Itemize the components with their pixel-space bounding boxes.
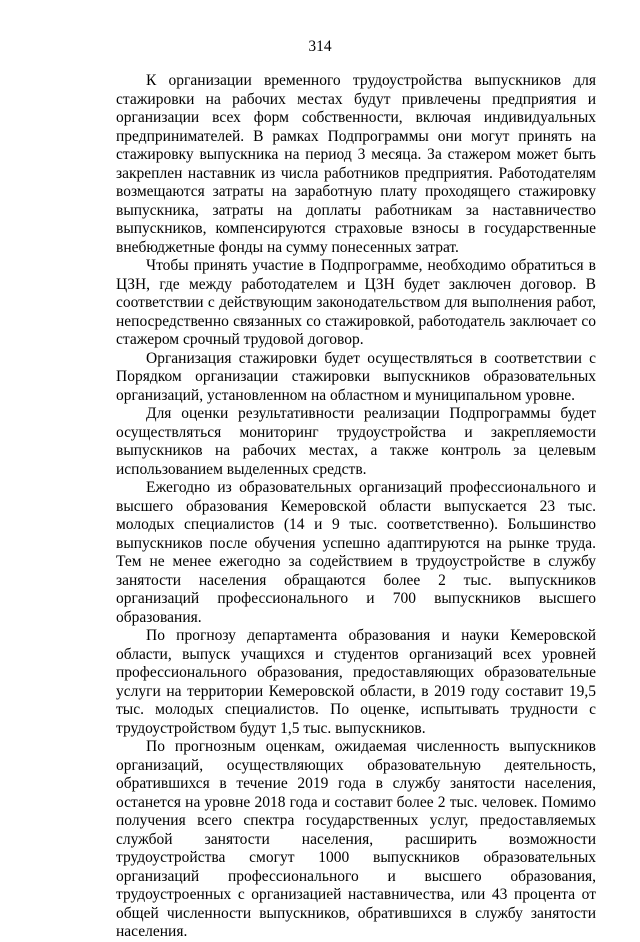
paragraph-graduates-statistics: Ежегодно из образовательных организаций профессионального и высшего образования Кемеровской области выпускается 23 тыс. молодых специалистов (14 и 9 тыс. соответственно). Большинство выпускников после обучения успешно адаптируются на рынке труда. Тем не менее ежегодно за содействием в трудоустройстве в службу занятости населения обращаются более 2 тыс. выпускников организаций профессионального и 700 выпускников высшего образования. (116, 479, 596, 626)
document-body (116, 72, 596, 942)
paragraph-forecast-department: По прогнозу департамента образования и науки Кемеровской области, выпуск учащихся и студентов организаций всех уровней профессионального образования, предоставляющих образовательные услуги на территории Кемеровской области, в 2019 году составит 19,5 тыс. молодых специалистов. По оценке, испытывать трудности с трудоустройством будут 1,5 тыс. выпускников. (116, 627, 596, 737)
paragraph-forecast-estimates: По прогнозным оценкам, ожидаемая численность выпускников организаций, осуществляющих образовательную деятельность, обратившихся в течение 2019 года в службу занятости населения, останется на уровне 2018 года и составит более 2 тыс. человек. Помимо получения всего спектра государственных услуг, предоставляемых службой занятости населения, расширить возможности трудоустройства смогут 1000 выпускников образовательных организаций профессионального и высшего образования, трудоустроенных с организацией наставничества, или 43 процента от общей численности выпускников, обратившихся в службу занятости населения. (116, 738, 596, 940)
paragraph-monitoring: Для оценки результативности реализации Подпрограммы будет осуществляться мониторинг трудоустройства и закрепляемости выпускников на рабочих местах, а также контроль за целевым использованием выделенных средств. (116, 405, 596, 478)
paragraph-internship-procedure: Организация стажировки будет осуществляться в соответствии с Порядком организации стажировки выпускников образовательных организаций, установленном на областном и муниципальном уровне. (116, 349, 596, 404)
page-number: 314 (308, 38, 332, 55)
paragraph-participation: Чтобы принять участие в Подпрограмме, необходимо обратиться в ЦЗН, где между работодателем и ЦЗН будет заключен договор. В соответствии с действующим законодательством для выполнения работ, непосредственно связанных со стажировкой, работодатель заключает со стажером срочный трудовой договор. (116, 257, 596, 348)
paragraph-internship-organization: К организации временного трудоустройства выпускников для стажировки на рабочих местах будут привлечены предприятия и организации всех форм собственности, включая индивидуальных предпринимателей. В рамках Подпрограммы они могут принять на стажировку выпускника на период 3 месяца. За стажером может быть закреплен наставник из числа работников предприятия. Работодателям возмещаются затраты на заработную плату проходящего стажировку выпускника, затраты на доплаты работникам за наставничество выпускников, компенсируются страховые взносы в государственные внебюджетные фонды на сумму понесенных затрат. (116, 72, 596, 256)
